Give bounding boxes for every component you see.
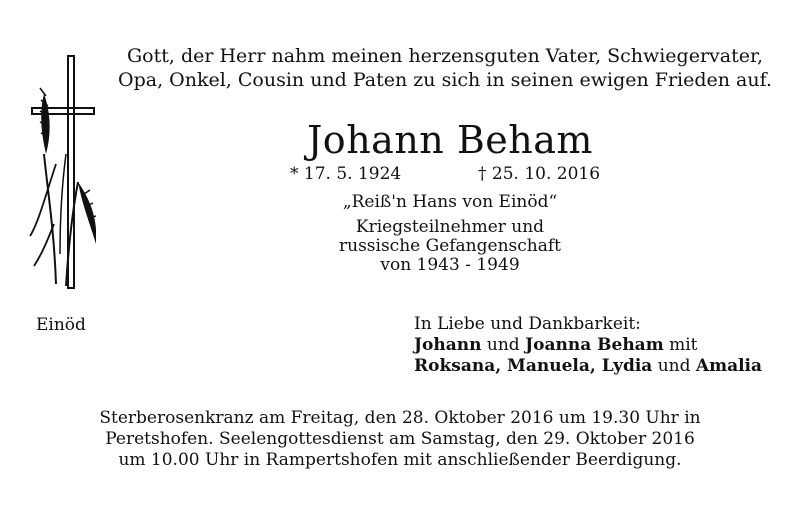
intro-text [110,44,780,92]
family-intro: In Liebe und Dankbarkeit: [414,314,641,334]
nickname: „Reiß'n Hans von Einöd“ [342,192,558,212]
birth-date: * 17. 5. 1924 [290,164,402,184]
family-name: Johann [414,335,482,355]
family-line-2 [414,335,762,356]
family-line-3 [414,356,762,377]
cross-with-wheat-icon [26,54,96,294]
family-name: Amalia [695,356,763,376]
deceased-name: Johann Beham [307,118,593,162]
service-notice [40,408,760,471]
notice-line: um 10.00 Uhr in Rampertshofen mit anschließender Beerdigung. [118,450,682,470]
biography [240,218,660,275]
family-signature [414,314,762,377]
intro-line: Opa, Onkel, Cousin und Paten zu sich in seinen ewigen Frieden auf. [118,69,772,91]
family-name: Joanna Beham [525,335,664,355]
death-date: † 25. 10. 2016 [478,164,601,184]
connector-text: und [652,356,696,376]
bio-line: Kriegsteilnehmer und [355,217,545,237]
place-name: Einöd [36,315,86,335]
notice-line: Sterberosenkranz am Freitag, den 28. Oktober 2016 um 19.30 Uhr in [99,408,701,428]
connector-text: mit [663,335,698,355]
connector-text: und [481,335,526,355]
bio-line: russische Gefangenschaft [339,236,561,256]
notice-line: Peretshofen. Seelengottesdienst am Samstag, den 29. Oktober 2016 [105,429,695,449]
family-name: Roksana, Manuela, Lydia [414,356,653,376]
intro-line: Gott, der Herr nahm meinen herzensguten Vater, Schwiegervater, [126,45,764,67]
bio-line: von 1943 - 1949 [380,255,520,275]
